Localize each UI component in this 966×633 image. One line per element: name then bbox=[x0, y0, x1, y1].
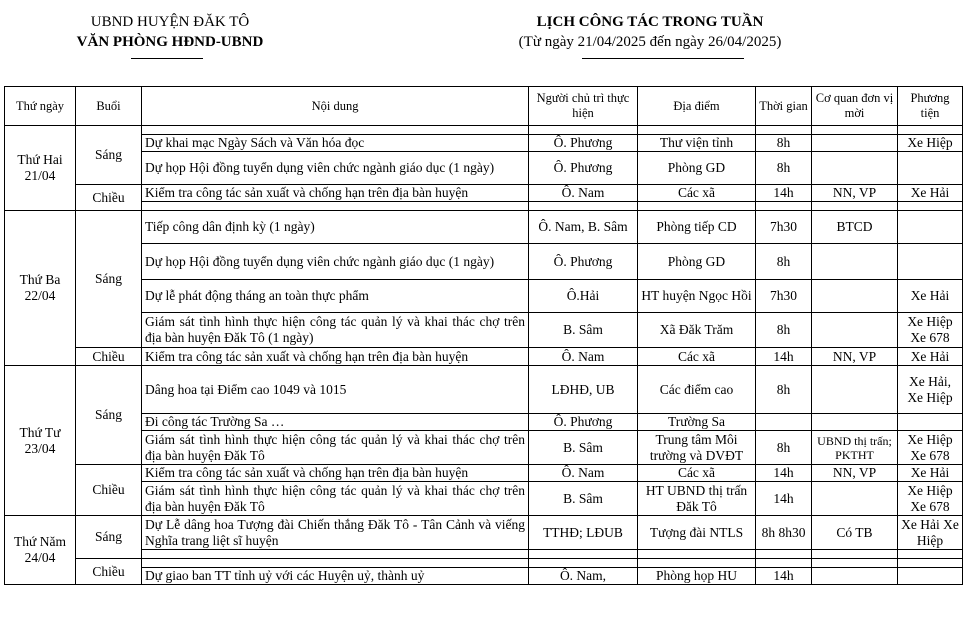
org-underline bbox=[131, 58, 203, 59]
vehicle-cell: Xe Hải bbox=[898, 280, 963, 313]
content-cell: Kiểm tra công tác sản xuất và chống hạn trên địa bàn huyện bbox=[142, 348, 529, 366]
host-cell: Ô. Nam bbox=[529, 185, 638, 202]
schedule-title: LỊCH CÔNG TÁC TRONG TUẦN bbox=[536, 14, 764, 30]
content-cell: Dự họp Hội đồng tuyển dụng viên chức ngành giáo dục (1 ngày) bbox=[142, 152, 529, 185]
org-name-line2: VĂN PHÒNG HĐND-UBND bbox=[76, 34, 264, 50]
vehicle-cell: Xe Hiệp bbox=[898, 135, 963, 152]
time-cell: 8h bbox=[756, 366, 812, 414]
invited-cell bbox=[812, 414, 898, 431]
invited-cell bbox=[812, 244, 898, 280]
vehicle-cell: Xe Hải, Xe Hiệp bbox=[898, 366, 963, 414]
place-cell: Phòng GD bbox=[638, 152, 756, 185]
place-cell: Các xã bbox=[638, 465, 756, 482]
col-header-invited: Cơ quan đơn vị mời bbox=[812, 87, 898, 126]
table-row bbox=[5, 348, 963, 366]
invited-cell bbox=[812, 280, 898, 313]
session-cell: Sáng bbox=[76, 211, 142, 348]
invited-cell: Có TB bbox=[812, 516, 898, 550]
place-cell: Phòng GD bbox=[638, 244, 756, 280]
org-name-line1: UBND HUYỆN ĐĂK TÔ bbox=[90, 14, 250, 30]
time-cell: 8h 8h30 bbox=[756, 516, 812, 550]
place-cell: Các xã bbox=[638, 348, 756, 366]
title-underline bbox=[582, 58, 744, 59]
table-row bbox=[5, 313, 963, 348]
place-cell: Phòng họp HU bbox=[638, 568, 756, 585]
session-cell: Chiều bbox=[76, 185, 142, 211]
time-cell: 8h bbox=[756, 244, 812, 280]
place-cell: Các xã bbox=[638, 185, 756, 202]
table-row bbox=[5, 516, 963, 550]
invited-cell: UBND thị trấn; PKTHT bbox=[812, 431, 898, 465]
table-row bbox=[5, 126, 963, 135]
time-cell: 8h bbox=[756, 135, 812, 152]
table-row bbox=[5, 482, 963, 516]
host-cell: Ô. Phương bbox=[529, 244, 638, 280]
vehicle-cell bbox=[898, 152, 963, 185]
vehicle-cell: Xe Hiệp Xe 678 bbox=[898, 431, 963, 465]
vehicle-cell bbox=[898, 244, 963, 280]
vehicle-cell bbox=[898, 568, 963, 585]
table-row bbox=[5, 465, 963, 482]
time-cell: 7h30 bbox=[756, 211, 812, 244]
place-cell: Xã Đăk Trăm bbox=[638, 313, 756, 348]
day-cell: Thứ Hai 21/04 bbox=[5, 126, 76, 211]
host-cell: TTHĐ; LĐUB bbox=[529, 516, 638, 550]
place-cell: HT UBND thị trấn Đăk Tô bbox=[638, 482, 756, 516]
host-cell: Ô. Nam, bbox=[529, 568, 638, 585]
table-row bbox=[5, 244, 963, 280]
vehicle-cell: Xe Hiệp Xe 678 bbox=[898, 313, 963, 348]
invited-cell bbox=[812, 152, 898, 185]
vehicle-cell: Xe Hải bbox=[898, 348, 963, 366]
time-cell: 14h bbox=[756, 482, 812, 516]
invited-cell bbox=[812, 482, 898, 516]
table-row bbox=[5, 211, 963, 244]
time-cell: 8h bbox=[756, 431, 812, 465]
schedule-date-range: (Từ ngày 21/04/2025 đến ngày 26/04/2025) bbox=[518, 34, 782, 50]
table-row bbox=[5, 559, 963, 568]
col-header-vehicle: Phương tiện bbox=[898, 87, 963, 126]
time-cell: 8h bbox=[756, 152, 812, 185]
table-row bbox=[5, 431, 963, 465]
content-cell: Dự Lễ dâng hoa Tượng đài Chiến thắng Đăk Tô - Tân Cảnh và viếng Nghĩa trang liệt sĩ huyện bbox=[142, 516, 529, 550]
content-cell: Dự giao ban TT tỉnh uỷ với các Huyện uỷ, thành uỷ bbox=[142, 568, 529, 585]
host-cell: Ô.Hải bbox=[529, 280, 638, 313]
invited-cell: NN, VP bbox=[812, 348, 898, 366]
invited-cell: BTCD bbox=[812, 211, 898, 244]
content-cell: Giám sát tình hình thực hiện công tác quản lý và khai thác chợ trên địa bàn huyện Đăk Tô bbox=[142, 482, 529, 516]
content-cell: Dự khai mạc Ngày Sách và Văn hóa đọc bbox=[142, 135, 529, 152]
session-cell: Sáng bbox=[76, 366, 142, 465]
session-cell: Chiều bbox=[76, 465, 142, 516]
table-row bbox=[5, 414, 963, 431]
table-header-row bbox=[5, 87, 963, 126]
time-cell: 14h bbox=[756, 185, 812, 202]
col-header-time: Thời gian bbox=[756, 87, 812, 126]
col-header-place: Địa điểm bbox=[638, 87, 756, 126]
table-row bbox=[5, 550, 963, 559]
vehicle-cell: Xe Hải bbox=[898, 465, 963, 482]
place-cell: Trung tâm Môi trường và DVĐT bbox=[638, 431, 756, 465]
time-cell: 14h bbox=[756, 568, 812, 585]
invited-cell bbox=[812, 135, 898, 152]
session-cell: Chiều bbox=[76, 348, 142, 366]
time-cell: 14h bbox=[756, 465, 812, 482]
day-cell: Thứ Ba 22/04 bbox=[5, 211, 76, 366]
host-cell: Ô. Nam bbox=[529, 465, 638, 482]
invited-cell bbox=[812, 568, 898, 585]
table-row bbox=[5, 185, 963, 202]
host-cell: B. Sâm bbox=[529, 313, 638, 348]
vehicle-cell bbox=[898, 211, 963, 244]
host-cell: LĐHĐ, UB bbox=[529, 366, 638, 414]
table-row bbox=[5, 366, 963, 414]
host-cell: B. Sâm bbox=[529, 482, 638, 516]
place-cell: Các điểm cao bbox=[638, 366, 756, 414]
place-cell: Trường Sa bbox=[638, 414, 756, 431]
content-cell: Dâng hoa tại Điểm cao 1049 và 1015 bbox=[142, 366, 529, 414]
table-row bbox=[5, 152, 963, 185]
content-cell: Giám sát tình hình thực hiện công tác quản lý và khai thác chợ trên địa bàn huyện Đăk Tô bbox=[142, 431, 529, 465]
day-cell: Thứ Năm 24/04 bbox=[5, 516, 76, 585]
table-row bbox=[5, 280, 963, 313]
content-cell: Đi công tác Trường Sa … bbox=[142, 414, 529, 431]
place-cell: HT huyện Ngọc Hồi bbox=[638, 280, 756, 313]
content-cell: Kiểm tra công tác sản xuất và chống hạn trên địa bàn huyện bbox=[142, 465, 529, 482]
content-cell: Dự họp Hội đồng tuyển dụng viên chức ngành giáo dục (1 ngày) bbox=[142, 244, 529, 280]
day-cell: Thứ Tư 23/04 bbox=[5, 366, 76, 516]
org-header bbox=[40, 12, 300, 52]
content-cell: Dự lễ phát động tháng an toàn thực phẩm bbox=[142, 280, 529, 313]
place-cell: Phòng tiếp CD bbox=[638, 211, 756, 244]
invited-cell bbox=[812, 366, 898, 414]
table-row bbox=[5, 135, 963, 152]
place-cell: Tượng đài NTLS bbox=[638, 516, 756, 550]
host-cell: Ô. Nam, B. Sâm bbox=[529, 211, 638, 244]
session-cell: Sáng bbox=[76, 516, 142, 559]
col-header-host: Người chủ trì thực hiện bbox=[529, 87, 638, 126]
time-cell bbox=[756, 414, 812, 431]
table-row bbox=[5, 202, 963, 211]
content-cell: Tiếp công dân định kỳ (1 ngày) bbox=[142, 211, 529, 244]
col-header-content: Nội dung bbox=[142, 87, 529, 126]
time-cell: 7h30 bbox=[756, 280, 812, 313]
content-cell: Kiểm tra công tác sản xuất và chống hạn trên địa bàn huyện bbox=[142, 185, 529, 202]
time-cell: 8h bbox=[756, 313, 812, 348]
vehicle-cell bbox=[898, 414, 963, 431]
col-header-day: Thứ ngày bbox=[5, 87, 76, 126]
place-cell: Thư viện tỉnh bbox=[638, 135, 756, 152]
table-row bbox=[5, 568, 963, 585]
session-cell: Chiều bbox=[76, 559, 142, 585]
time-cell: 14h bbox=[756, 348, 812, 366]
session-cell: Sáng bbox=[76, 126, 142, 185]
host-cell: B. Sâm bbox=[529, 431, 638, 465]
host-cell: Ô. Phương bbox=[529, 152, 638, 185]
vehicle-cell: Xe Hải Xe Hiệp bbox=[898, 516, 963, 550]
host-cell: Ô. Phương bbox=[529, 135, 638, 152]
col-header-session: Buổi bbox=[76, 87, 142, 126]
host-cell: Ô. Nam bbox=[529, 348, 638, 366]
vehicle-cell: Xe Hiệp Xe 678 bbox=[898, 482, 963, 516]
content-cell: Giám sát tình hình thực hiện công tác quản lý và khai thác chợ trên địa bàn huyện Đăk Tô (1 ngày) bbox=[142, 313, 529, 348]
vehicle-cell: Xe Hải bbox=[898, 185, 963, 202]
invited-cell bbox=[812, 313, 898, 348]
invited-cell: NN, VP bbox=[812, 185, 898, 202]
host-cell: Ô. Phương bbox=[529, 414, 638, 431]
schedule-table bbox=[4, 86, 963, 585]
title-header bbox=[460, 12, 840, 52]
invited-cell: NN, VP bbox=[812, 465, 898, 482]
